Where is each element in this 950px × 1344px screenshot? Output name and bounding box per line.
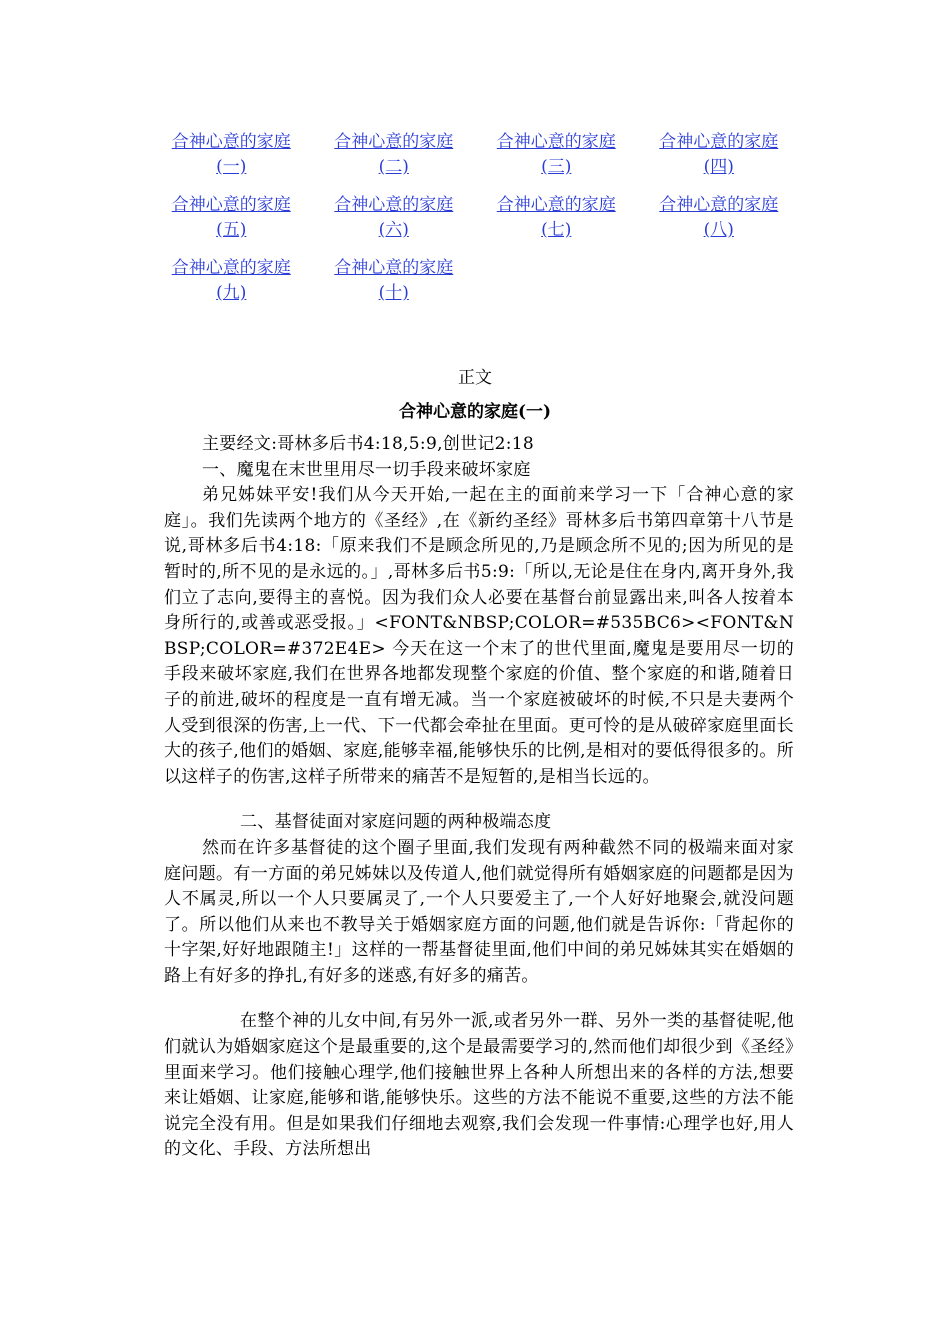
toc-link-7[interactable] xyxy=(497,195,616,240)
document-title: 合神心意的家庭(一) xyxy=(398,402,552,422)
toc-link-5[interactable] xyxy=(172,195,291,240)
toc-link-8[interactable] xyxy=(659,195,778,240)
toc-link-9[interactable] xyxy=(172,258,291,303)
paragraph-3: 在整个神的儿女中间,有另外一派,或者另外一群、另外一类的基督徒呢,他们就认为婚姻家庭这个是最重要的,这个是最需要学习的,然而他们却很少到《圣经》里面来学习。他们接触心理学,他们接触世界上各种人所想出来的各样的方法,想要来让婚姻、让家庭,能够和谐,能够快乐。这些的方法不能说不重要,这些的方法不能说完全没有用。但是如果我们仔细地去观察,我们会发现一件事情:心理学也好,用人的文化、手段、方法所想出 xyxy=(164,1011,794,1160)
table-of-contents xyxy=(150,130,800,306)
toc-item xyxy=(313,256,476,306)
toc-link-number: (十) xyxy=(378,283,409,303)
toc-link-number: (六) xyxy=(378,220,409,240)
toc-link-10[interactable] xyxy=(334,258,453,303)
toc-item xyxy=(313,193,476,243)
toc-link-title: 合神心意的家庭 xyxy=(496,195,616,215)
toc-link-title: 合神心意的家庭 xyxy=(496,132,616,152)
toc-link-title: 合神心意的家庭 xyxy=(171,258,291,278)
toc-link-number: (五) xyxy=(216,220,247,240)
paragraph-spacer xyxy=(164,989,794,1009)
toc-item xyxy=(313,130,476,180)
toc-link-number: (七) xyxy=(541,220,572,240)
toc-link-title: 合神心意的家庭 xyxy=(171,195,291,215)
toc-item xyxy=(150,130,313,180)
toc-item xyxy=(475,130,638,180)
toc-item xyxy=(638,130,801,180)
toc-item xyxy=(150,256,313,306)
section-heading-2: 二、基督徒面对家庭问题的两种极端态度 xyxy=(240,812,552,833)
article-body xyxy=(164,432,794,1163)
toc-link-title: 合神心意的家庭 xyxy=(334,258,454,278)
toc-link-title: 合神心意的家庭 xyxy=(334,132,454,152)
toc-link-title: 合神心意的家庭 xyxy=(659,132,779,152)
toc-item xyxy=(150,193,313,243)
toc-link-number: (四) xyxy=(703,157,734,177)
toc-link-title: 合神心意的家庭 xyxy=(334,195,454,215)
toc-link-6[interactable] xyxy=(334,195,453,240)
toc-link-number: (一) xyxy=(216,157,247,177)
toc-link-1[interactable] xyxy=(172,132,291,177)
toc-item xyxy=(638,193,801,243)
scripture-reference: 主要经文:哥林多后书4:18,5:9,创世记2:18 xyxy=(202,434,535,454)
section-heading-1: 一、魔鬼在末世里用尽一切手段来破坏家庭 xyxy=(202,459,531,480)
paragraph-2: 然而在许多基督徒的这个圈子里面,我们发现有两种截然不同的极端来面对家庭问题。有一方面的弟兄姊妹以及传道人,他们就觉得所有婚姻家庭的问题都是因为人不属灵,所以一个人只要属灵了,一个人只要爱主了,一个人好好地聚会,就没问题了。所以他们从来也不教导关于婚姻家庭方面的问题,他们就是告诉你:「背起你的十字架,好好地跟随主!」这样的一帮基督徒里面,他们中间的弟兄姊妹其实在婚姻的路上有好多的挣扎,有好多的迷惑,有好多的痛苦。 xyxy=(164,837,794,986)
toc-link-number: (九) xyxy=(216,283,247,303)
toc-link-3[interactable] xyxy=(497,132,616,177)
toc-item xyxy=(475,193,638,243)
toc-link-title: 合神心意的家庭 xyxy=(171,132,291,152)
toc-link-2[interactable] xyxy=(334,132,453,177)
toc-link-number: (三) xyxy=(541,157,572,177)
paragraph-1: 弟兄姊妹平安!我们从今天开始,一起在主的面前来学习一下「合神心意的家庭」。我们先读两个地方的《圣经》,在《新约圣经》哥林多后书第四章第十八节是说,哥林多后书4:18:「原来我们不是顾念所见的,乃是顾念所不见的;因为所见的是暂时的,所不见的是永远的。」,哥林多后书5:9:「所以,无论是住在身内,离开身外,我们立了志向,要得主的喜悦。因为我们众人必要在基督台前显露出来,叫各人按着本身所行的,或善或恶受报。」<FONT&NBSP;COLOR=#535BC6><FONT&NBSP;COLOR=#372E4E> 今天在这一个末了的世代里面,魔鬼是要用尽一切的手段来破坏家庭,我们在世界各地都发现整个家庭的价值、整个家庭的和谐,随着日子的前进,破坏的程度是一直有增无减。当一个家庭被破坏的时候,不只是夫妻两个人受到很深的伤害,上一代、下一代都会牵扯在里面。更可怜的是从破碎家庭里面长大的孩子,他们的婚姻、家庭,能够幸福,能够快乐的比例,是相对的要低得很多的。所以这样子的伤害,这样子所带来的痛苦不是短暂的,是相当长远的。 xyxy=(164,485,794,787)
paragraph-spacer xyxy=(164,790,794,810)
toc-link-title: 合神心意的家庭 xyxy=(659,195,779,215)
section-label: 正文 xyxy=(458,368,492,388)
toc-link-number: (八) xyxy=(703,220,734,240)
toc-link-4[interactable] xyxy=(659,132,778,177)
toc-link-number: (二) xyxy=(378,157,409,177)
